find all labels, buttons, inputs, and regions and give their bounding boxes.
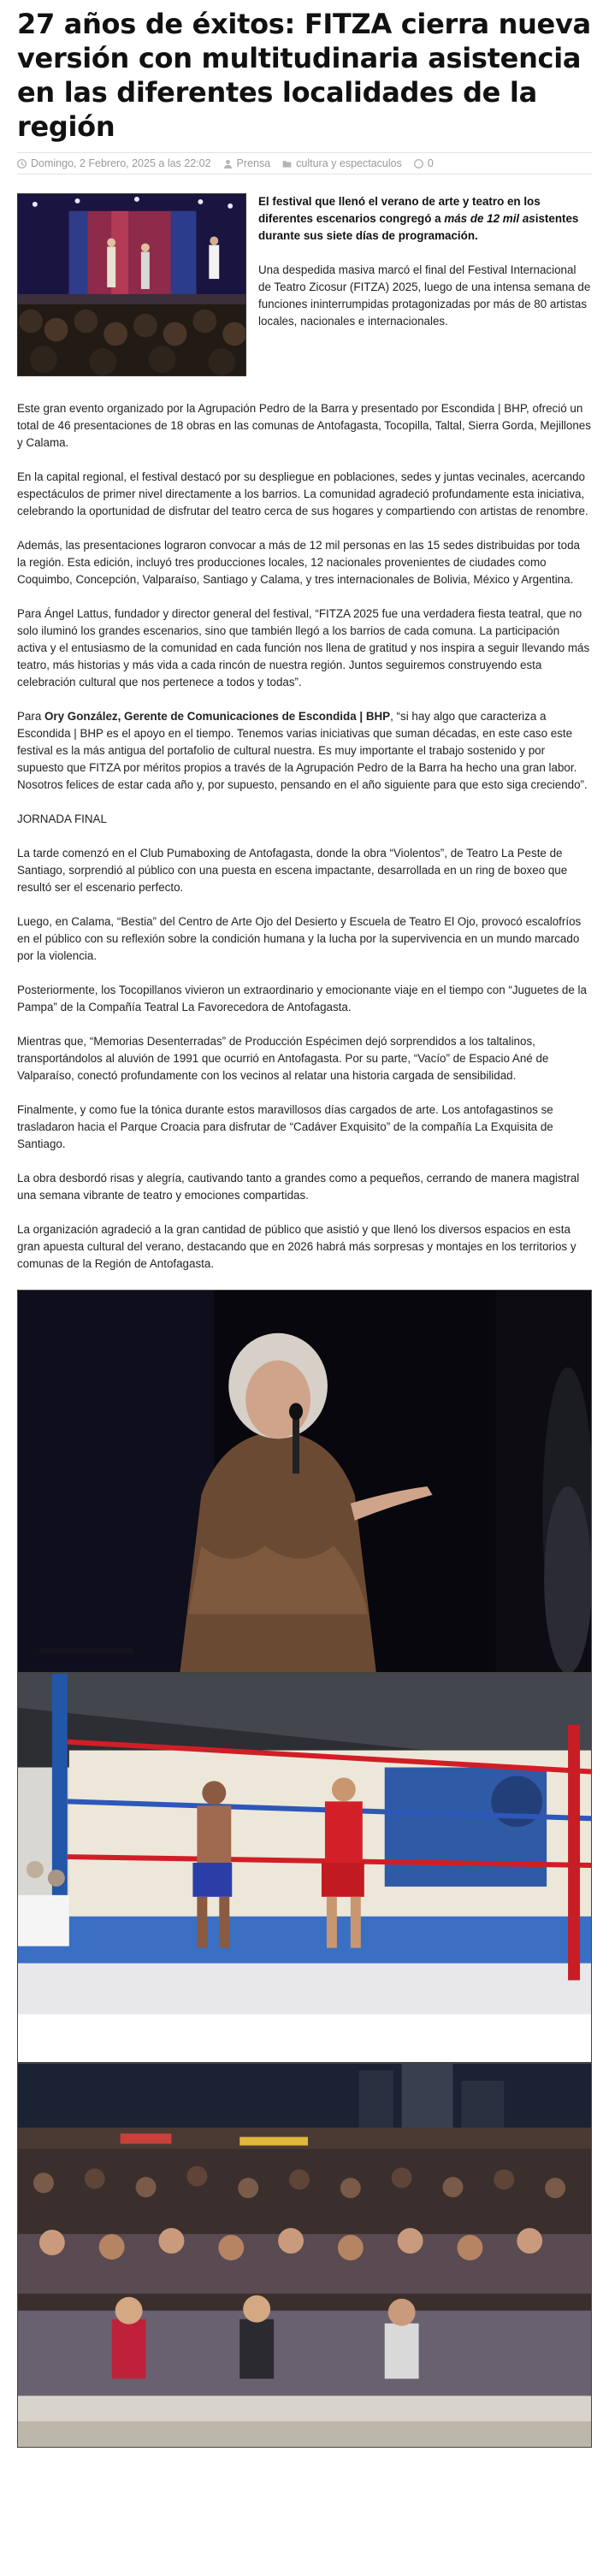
paragraph: La organización agradeció a la gran cantidad de público que asistió y que llenó los diversos espacios en esta gran apuesta cultural del verano, destacando que en 2026 habrá más sorpresas y montajes en los territorios y comunas de la Región de Antofagasta. xyxy=(17,1223,576,1270)
paragraph: Mientras que, “Memorias Desenterradas” de Producción Espécimen dejó sorprendidos a los taltalinos, transportándolos al aluvión de 1991 que ocurrió en Antofagasta. Por su parte, “Vacío” de Espacio Ané de Valparaíso, conectó profundamente con los vecinos al relatar una historia cargada de sensibilidad. xyxy=(17,1035,549,1082)
paragraph: Posteriormente, los Tocopillanos vivieron un extraordinario y emocionante viaje en el tiempo con “Juguetes de la Pampa” de la Compañía Teatral La Favorecedora de Antofagasta. xyxy=(17,984,587,1013)
category-link[interactable]: cultura y espectaculos xyxy=(296,157,402,169)
paragraph: En la capital regional, el festival destacó por su despliegue en poblaciones, sedes y juntas vecinales, acercando espectáculos de primer nivel directamente a los barrios. La comunidad agradeció profundamente esta iniciativa, celebrando la oportunidad de disfrutar del teatro cerca de sus hogares y compartiendo con artistas de renombre. xyxy=(17,470,588,517)
lead-paragraph: Una despedida masiva marcó el final del Festival Internacional de Teatro Zicosur (FITZA) 2025, luego de una intensa semana de funciones ininterrumpidas protagonizadas por más de 80 artistas locales, nacionales e internacionales. xyxy=(258,263,591,328)
speaker-photo xyxy=(17,1290,592,1673)
paragraph: La tarde comenzó en el Club Pumaboxing de Antofagasta, donde la obra “Violentos”, de Teatro La Peste de Santiago, sorprendió al público con una puesta en escena impactante, desarrollada en un ring de boxeo que resultó ser el escenario perfecto. xyxy=(17,847,568,894)
meta-author[interactable] xyxy=(223,157,271,169)
folder-icon xyxy=(282,159,292,168)
article-meta xyxy=(17,152,592,174)
meta-comments[interactable] xyxy=(414,157,434,169)
date-text: Domingo, 2 Febrero, 2025 a las 22:02 xyxy=(31,157,211,169)
author-link[interactable]: Prensa xyxy=(236,157,271,169)
quote-intro: Para xyxy=(17,710,45,723)
photo-gallery xyxy=(17,1290,592,2448)
quote-speaker: Ory González, Gerente de Comunicaciones de Escondida | BHP xyxy=(44,710,391,723)
lead-bold-italic-text: más de 12 mil as xyxy=(444,212,535,225)
lead-bold-text-a: El festival que llenó el verano de arte y teatro en los diferentes escenarios congregó a xyxy=(258,195,541,225)
paragraph: Además, las presentaciones lograron convocar a más de 12 mil personas en las 15 sedes distribuidas por toda la región. Esta edición, incluyó tres producciones locales, 12 nacionales provenientes de ciudades como Coquimbo, Concepción, Valparaíso, Santiago y Calama, y tres internacionales de Bolivia, México y Argentina. xyxy=(17,539,580,586)
paragraph: Finalmente, y como fue la tónica durante estos maravillosos días cargados de arte. Los antofagastinos se trasladaron hacia el Parque Croacia para disfrutar de “Cadáver Exquisito” de la compañía La Exquisita de Santiago. xyxy=(17,1103,553,1150)
boxing-ring-photo xyxy=(17,1673,592,2063)
clock-icon xyxy=(17,159,27,168)
meta-category[interactable] xyxy=(282,157,402,169)
lead-bold-text-b: istentes durante sus siete días de programación. xyxy=(258,212,579,242)
comment-icon xyxy=(414,159,423,168)
paragraph: La obra desbordó risas y alegría, cautivando tanto a grandes como a pequeños, cerrando de manera magistral una semana vibrante de teatro y emociones compartidas. xyxy=(17,1172,580,1202)
paragraph: Luego, en Calama, “Bestia” del Centro de Arte Ojo del Desierto y Escuela de Teatro El Ojo, provocó escalofríos en el público con su reflexión sobre la condición humana y la lucha por la supervivencia en un mundo marcado por la violencia. xyxy=(17,915,582,962)
paragraph: Este gran evento organizado por la Agrupación Pedro de la Barra y presentado por Escondida | BHP, ofreció un total de 46 presentaciones de 18 obras en las comunas de Antofagasta, Tocopilla, Taltal, Sierra Gorda, Mejillones y Calama. xyxy=(17,402,591,449)
paragraph: Para Ángel Lattus, fundador y director general del festival, “FITZA 2025 fue una verdadera fiesta teatral, que no solo iluminó los grandes escenarios, sino que también llegó a los barrios de cada comuna. La participación activa y el entusiasmo de la comunidad en cada función nos llena de gratitud y nos inspira a seguir llevando más teatro, más historias y más vida a cada rincón de nuestra región. Juntos seguiremos construyendo esta celebración cultural que nos pertenece a todos y todas”. xyxy=(17,607,590,688)
stage-performance-photo xyxy=(17,193,246,376)
article-body xyxy=(17,400,592,1273)
comments-count[interactable]: 0 xyxy=(427,157,434,169)
user-icon xyxy=(223,159,233,168)
lead-highlight xyxy=(258,193,592,245)
crowd-photo xyxy=(17,2063,592,2448)
quote-text: , “si hay algo que caracteriza a Escondida | BHP es el apoyo en el tiempo. Tenemos varias iniciativas que suman décadas, en este caso este festival es la más antigua del portafolio de cultural nuestra. Es muy importante el trabajo sostenido y por supuesto que FITZA por méritos propios a través de la Agrupación Pedro de la Barra ha hecho una gran labor. Nosotros felices de estar cada año y, por supuesto, pensando en el año siguiente para que esto siga creciendo”. xyxy=(17,710,588,791)
meta-date xyxy=(17,157,211,169)
paragraph-quote-bhp xyxy=(17,708,592,794)
article-lead xyxy=(258,193,592,376)
section-heading: JORNADA FINAL xyxy=(17,812,107,825)
article-intro xyxy=(17,193,592,376)
article-title: 27 años de éxitos: FITZA cierra nueva versión con multitudinaria asistencia en las diferentes localidades de la región xyxy=(17,8,591,143)
